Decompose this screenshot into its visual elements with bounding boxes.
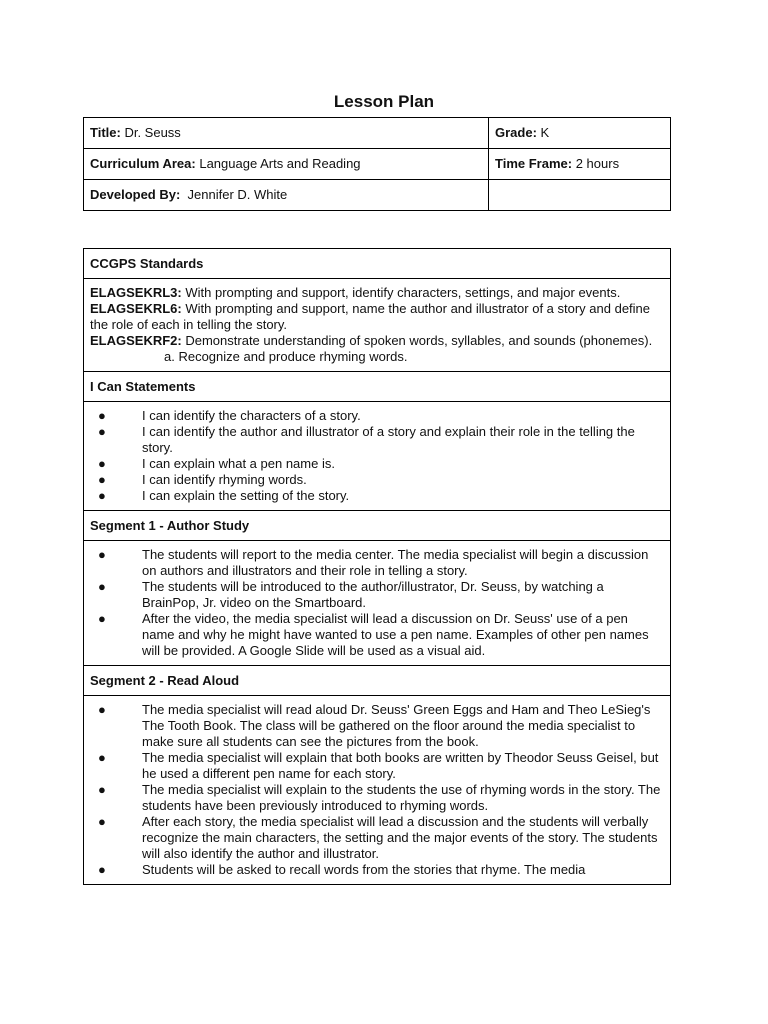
list-item-text: The media specialist will read aloud Dr. Seuss' Green Eggs and Ham and Theo LeSieg's The Tooth Book. The class will be gathered on the floor around the media specialist to make sure all students can see the pictures from the book.	[142, 702, 651, 749]
standards-body	[84, 279, 671, 372]
bullet-icon: ●	[98, 456, 106, 471]
list-item	[90, 814, 664, 862]
list-item-text: I can explain what a pen name is.	[142, 456, 335, 471]
ican-body	[84, 402, 671, 511]
standard-text: With prompting and support, name the author and illustrator of a story and define the role of each in telling the story.	[90, 301, 651, 332]
curriculum-label: Curriculum Area:	[90, 156, 196, 171]
list-item-text: The students will report to the media center. The media specialist will begin a discussion on authors and illustrators and their role in telling a story.	[142, 547, 649, 578]
list-item	[90, 488, 664, 504]
bullet-icon: ●	[98, 862, 106, 877]
bullet-icon: ●	[98, 814, 106, 829]
list-item	[90, 782, 664, 814]
segment1-heading: Segment 1 - Author Study	[84, 511, 671, 541]
standard-code: ELAGSEKRL3:	[90, 285, 182, 300]
bullet-icon: ●	[98, 408, 106, 423]
timeframe-cell	[489, 149, 671, 180]
timeframe-value: 2 hours	[575, 156, 620, 171]
standard-text: Demonstrate understanding of spoken words, syllables, and sounds (phonemes).	[185, 333, 653, 348]
standard-item	[90, 301, 664, 333]
bullet-icon: ●	[98, 547, 106, 562]
title-value: Dr. Seuss	[124, 125, 181, 140]
bullet-icon: ●	[98, 424, 106, 439]
grade-label: Grade:	[495, 125, 537, 140]
bullet-icon: ●	[98, 702, 106, 717]
list-item-text: I can identify the characters of a story.	[142, 408, 361, 423]
list-item-text: After each story, the media specialist will lead a discussion and the students will verbally recognize the main characters, the setting and the major events of the story. The students will also identify the author and illustrator.	[142, 814, 658, 861]
standard-item	[90, 285, 664, 301]
lesson-table	[83, 248, 671, 885]
title-label: Title:	[90, 125, 121, 140]
bullet-icon: ●	[98, 472, 106, 487]
bullet-icon: ●	[98, 488, 106, 503]
standards-heading: CCGPS Standards	[84, 249, 671, 279]
grade-value: K	[540, 125, 550, 140]
segment2-body	[84, 696, 671, 885]
list-item-text: The media specialist will explain to the students the use of rhyming words in the story. The students have been previously introduced to rhyming words.	[142, 782, 661, 813]
ican-heading: I Can Statements	[84, 372, 671, 402]
list-item	[90, 547, 664, 579]
list-item-text: I can identify the author and illustrator of a story and explain their role in the telling the story.	[142, 424, 635, 455]
standard-text: With prompting and support, identify characters, settings, and major events.	[185, 285, 621, 300]
list-item	[90, 408, 664, 424]
segment1-body	[84, 541, 671, 666]
standard-subitem: a. Recognize and produce rhyming words.	[164, 349, 408, 364]
standard-item	[90, 333, 664, 349]
list-item-text: Students will be asked to recall words from the stories that rhyme. The media	[142, 862, 586, 877]
empty-cell	[489, 180, 671, 211]
bullet-icon: ●	[98, 750, 106, 765]
list-item	[90, 456, 664, 472]
list-item	[90, 424, 664, 456]
list-item	[90, 611, 664, 659]
bullet-icon: ●	[98, 782, 106, 797]
timeframe-label: Time Frame:	[495, 156, 573, 171]
developed-cell	[84, 180, 489, 211]
curriculum-cell	[84, 149, 489, 180]
title-cell	[84, 118, 489, 149]
list-item-text: I can identify rhyming words.	[142, 472, 307, 487]
page-title: Lesson Plan	[333, 92, 435, 111]
info-table	[83, 117, 671, 211]
list-item-text: The students will be introduced to the author/illustrator, Dr. Seuss, by watching a BrainPop, Jr. video on the Smartboard.	[142, 579, 604, 610]
developed-label: Developed By:	[90, 187, 181, 202]
curriculum-value: Language Arts and Reading	[199, 156, 361, 171]
bullet-icon: ●	[98, 579, 106, 594]
list-item-text: The media specialist will explain that both books are written by Theodor Seuss Geisel, but he used a different pen name for each story.	[142, 750, 659, 781]
list-item	[90, 750, 664, 782]
bullet-icon: ●	[98, 611, 106, 626]
list-item	[90, 472, 664, 488]
developed-value: Jennifer D. White	[187, 187, 288, 202]
list-item-text: I can explain the setting of the story.	[142, 488, 350, 503]
list-item	[90, 579, 664, 611]
standard-code: ELAGSEKRF2:	[90, 333, 182, 348]
list-item	[90, 702, 664, 750]
standard-code: ELAGSEKRL6:	[90, 301, 182, 316]
grade-cell	[489, 118, 671, 149]
list-item	[90, 862, 664, 878]
segment2-heading: Segment 2 - Read Aloud	[84, 666, 671, 696]
list-item-text: After the video, the media specialist will lead a discussion on Dr. Seuss' use of a pen name and why he might have wanted to use a pen name. Examples of other pen names will be provided. A Google Slide will be used as a visual aid.	[142, 611, 649, 658]
